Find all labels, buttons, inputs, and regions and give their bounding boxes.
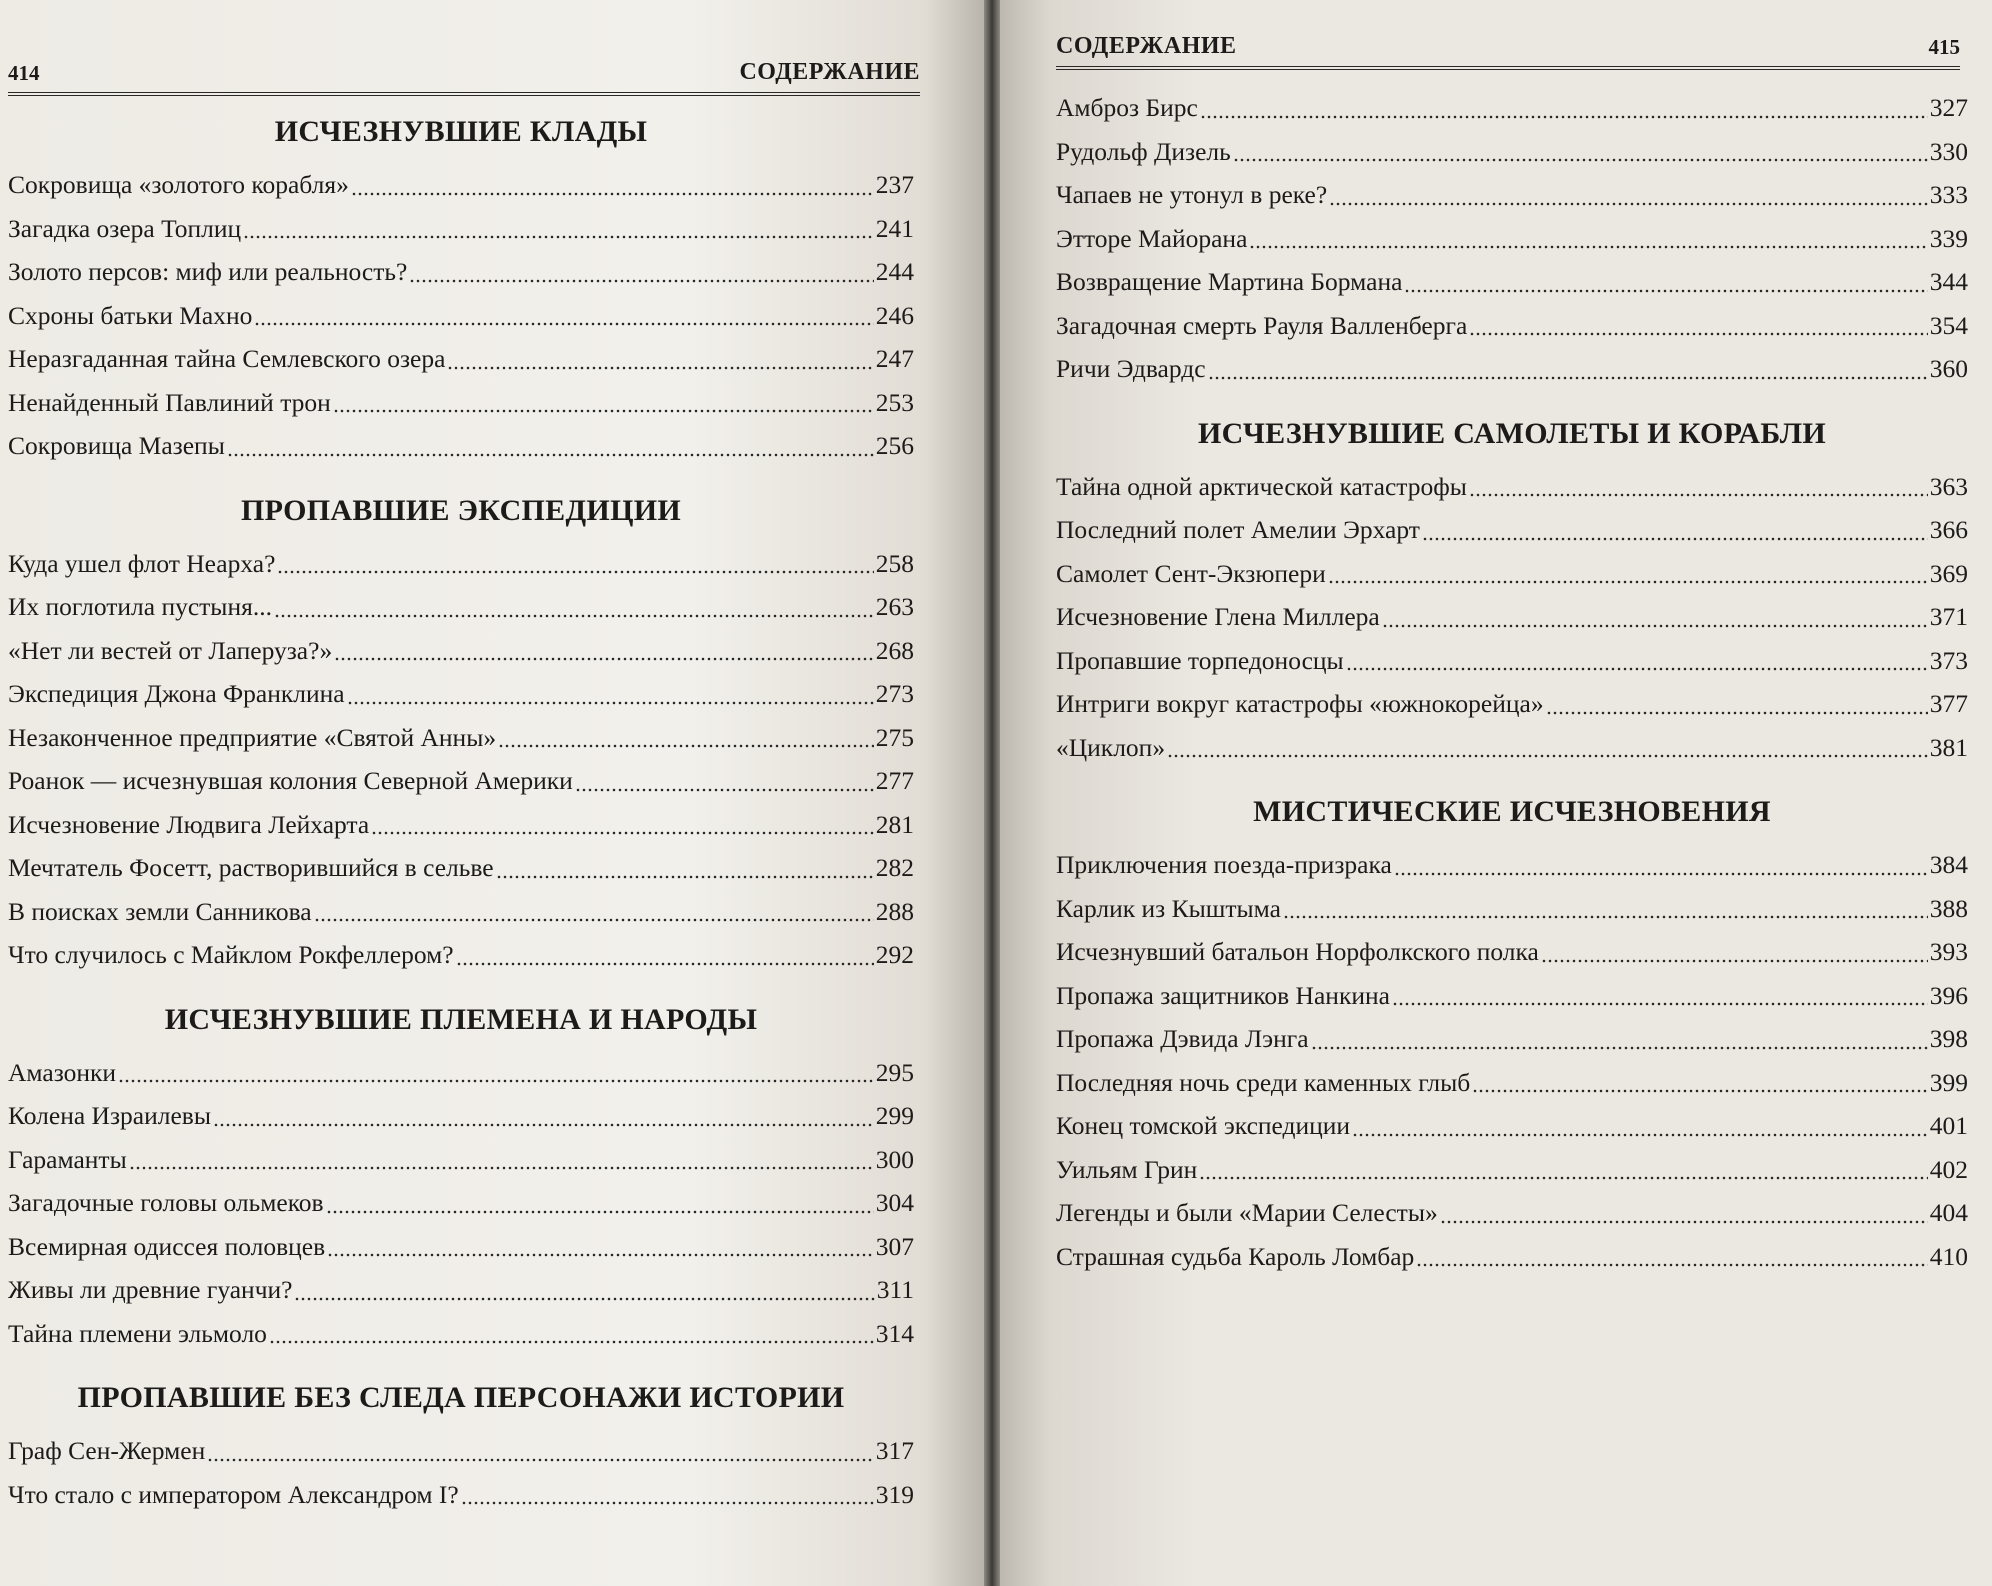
toc-entry [1056,508,1968,552]
toc-entry [1056,304,1968,348]
toc-entry [8,803,914,847]
toc-entry-title: Сокровища Мазепы [8,431,225,460]
toc-entry [8,1225,914,1269]
toc-entry-title: «Нет ли вестей от Лаперуза?» [8,635,333,665]
toc-entry [8,1094,914,1138]
toc-entry [1056,1235,1968,1279]
dot-leader [333,409,874,413]
toc-entry-page: 273 [875,679,914,708]
toc-entry-title: Что стало с императором Александром I? [8,1479,459,1509]
toc-entry [8,424,914,468]
toc-entry [1056,86,1968,130]
section-heading: ПРОПАВШИЕ ЭКСПЕДИЦИИ [241,493,681,527]
toc-entry-title: Роанок — исчезнувшая колония Северной Америки [8,766,573,795]
section-heading: МИСТИЧЕСКИЕ ИСЧЕЗНОВЕНИЯ [1253,795,1771,828]
right-page [1000,0,1992,1586]
toc-entry-page: 330 [1929,136,1968,166]
dot-leader [334,657,874,661]
dot-leader [1233,158,1928,162]
toc-entry-page: 256 [875,431,914,460]
toc-entry-title: Незаконченное предприятие «Святой Анны» [8,722,497,752]
dot-leader [269,1340,874,1344]
toc-entry-title: Самолет Сент-Экзюпери [1056,558,1326,588]
toc-entry [8,933,914,977]
toc-entry-page: 384 [1929,850,1968,879]
dot-leader [1249,245,1927,249]
toc-entry [1056,217,1968,261]
dot-leader [575,788,874,792]
toc-entry-page: 344 [1929,267,1968,296]
toc-entry-page: 388 [1929,893,1968,923]
dot-leader [1472,1089,1928,1093]
toc-entry-page: 319 [875,1479,914,1509]
toc-entry [1056,1017,1968,1061]
toc-entry [1056,465,1968,509]
dot-leader [129,1166,874,1170]
toc-entry-page: 282 [875,853,914,882]
toc-entry-page: 275 [875,722,914,752]
toc-entry [1056,1104,1968,1148]
toc-entry-page: 360 [1929,354,1968,383]
toc-entry-title: Их поглотила пустыня... [8,592,272,621]
toc-lead-entries [1056,86,1968,391]
toc-entry-title: Последняя ночь среди каменных глыб [1056,1067,1471,1097]
toc-entry [8,716,914,760]
toc-entry-page: 258 [875,548,914,578]
toc-entry [1056,347,1968,391]
dot-leader [1283,915,1928,919]
section-heading: ИСЧЕЗНУВШИЕ КЛАДЫ [274,115,648,148]
toc-entry [8,163,914,207]
dot-leader [498,744,874,748]
toc-entry [8,1473,914,1517]
toc-entry-page: 363 [1929,471,1968,501]
toc-section [1056,417,1968,770]
toc-entry-page: 354 [1929,310,1968,340]
toc-entry-page: 404 [1929,1198,1968,1227]
toc-section [8,494,914,977]
toc-entry-page: 268 [875,635,914,665]
toc-entry-title: Возвращение Мартина Бормана [1056,267,1403,296]
toc-entry [8,294,914,338]
toc-entry [1056,974,1968,1018]
toc-entry [8,672,914,716]
dot-leader [371,831,874,835]
dot-leader [1311,1046,1928,1050]
toc-entry-title: Загадка озера Топлиц [8,213,242,243]
dot-leader [351,192,874,196]
toc-entry-page: 366 [1929,515,1968,544]
dot-leader [1440,1220,1928,1224]
toc-entry [1056,930,1968,974]
dot-leader [1352,1133,1928,1137]
toc-entry [1056,639,1968,683]
toc-entry [8,1051,914,1095]
toc-entry [8,759,914,803]
toc-entry-title: Неразгаданная тайна Семлевского озера [8,344,446,373]
toc-entry-title: Страшная судьба Кароль Ломбар [1056,1241,1415,1271]
toc-entry-page: 396 [1929,980,1968,1010]
toc-entry-page: 377 [1929,689,1968,718]
dot-leader [1208,376,1928,380]
section-heading: ПРОПАВШИЕ БЕЗ СЛЕДА ПЕРСОНАЖИ ИСТОРИИ [77,1381,845,1414]
toc-entry-page: 246 [875,300,914,330]
toc-entry-title: Пропажа защитников Нанкина [1056,980,1390,1010]
toc-entry-page: 244 [875,257,914,286]
running-header-left [8,56,920,96]
page-number-left: 414 [8,61,40,85]
dot-leader [254,322,873,326]
dot-leader [1392,1002,1928,1006]
page-number-right: 415 [1928,35,1960,59]
dot-leader [118,1079,874,1083]
toc-entry-title: Ричи Эдвардс [1056,354,1206,383]
toc-entry-title: Загадочная смерть Рауля Валленберга [1056,310,1468,340]
toc-entry-title: Что случилось с Майклом Рокфеллером? [8,940,454,969]
toc-entry [1056,726,1968,770]
dot-leader [1167,754,1928,758]
toc-entry [1056,130,1968,174]
toc-entry [1056,260,1968,304]
toc-entry-page: 371 [1929,602,1968,631]
toc-entry-page: 317 [875,1436,914,1465]
toc-entry-page: 399 [1929,1067,1968,1097]
dot-leader [213,1123,874,1127]
toc-entry [8,381,914,425]
toc-entry-title: Уильям Грин [1056,1154,1198,1184]
dot-leader [1469,493,1928,497]
toc-section [8,1003,914,1356]
dot-leader [496,875,874,879]
toc-entry-title: Этторе Майорана [1056,223,1248,253]
toc-entry-title: Сокровища «золотого корабля» [8,170,349,199]
dot-leader [447,366,873,370]
toc-entry-page: 295 [875,1057,914,1087]
toc-entry-page: 398 [1929,1024,1968,1053]
toc-entry-page: 304 [875,1188,914,1217]
dot-leader [456,962,874,966]
dot-leader [1422,537,1928,541]
toc-entry-page: 327 [1929,93,1968,122]
toc-entry-page: 237 [875,170,914,199]
toc-entry [1056,843,1968,887]
toc-entry [8,629,914,673]
dot-leader [327,1253,874,1257]
dot-leader [274,614,874,618]
toc-entry-title: Граф Сен-Жермен [8,1436,206,1465]
dot-leader [1404,289,1927,293]
toc-entry-page: 253 [875,387,914,417]
toc-entry-title: Тайна племени эльмоло [8,1318,267,1348]
toc-entry-title: Золото персов: миф или реальность? [8,257,408,286]
toc-entry-title: Исчезновение Людвига Лейхарта [8,809,370,839]
toc-entry-title: Исчезновение Глена Миллера [1056,602,1380,631]
section-heading: ИСЧЕЗНУВШИЕ САМОЛЕТЫ И КОРАБЛИ [1197,416,1827,450]
toc-entry [8,890,914,934]
dot-leader [314,918,874,922]
dot-leader [1329,202,1928,206]
toc-left [8,105,914,1542]
toc-entry-page: 281 [875,809,914,839]
toc-entry [1056,173,1968,217]
toc-entry-title: Пропавшие торпедоносцы [1056,645,1344,675]
toc-entry-page: 373 [1929,645,1968,675]
toc-section [1056,795,1968,1278]
toc-entry [1056,552,1968,596]
toc-entry-page: 410 [1929,1241,1968,1271]
toc-entry-page: 393 [1929,937,1968,966]
toc-entry-page: 381 [1929,732,1968,762]
toc-entry-title: Ненайденный Павлиний трон [8,387,331,417]
toc-entry-title: Последний полет Амелии Эрхарт [1056,515,1420,544]
toc-entry-title: Тайна одной арктической катастрофы [1056,471,1467,501]
toc-entry-page: 311 [876,1275,914,1304]
dot-leader [1394,872,1928,876]
toc-right [1056,86,1968,1304]
dot-leader [1541,959,1928,963]
dot-leader [207,1458,874,1462]
left-page [0,0,984,1586]
toc-entry [8,337,914,381]
toc-entry-title: Экспедиция Джона Франклина [8,679,345,708]
toc-section [8,1381,914,1516]
toc-entry-title: «Циклоп» [1056,732,1166,762]
toc-entry-title: Конец томской экспедиции [1056,1111,1351,1140]
dot-leader [1416,1263,1927,1267]
toc-entry-title: Легенды и были «Марии Селесты» [1056,1198,1438,1227]
toc-entry [8,846,914,890]
toc-entry [1056,1148,1968,1192]
dot-leader [1328,580,1928,584]
dot-leader [227,453,874,457]
toc-entry-page: 277 [875,766,914,795]
toc-entry-page: 333 [1929,180,1968,209]
toc-entry-title: Рудольф Дизель [1056,136,1231,166]
toc-entry [1056,887,1968,931]
toc-entry-title: Карлик из Кыштыма [1056,893,1281,923]
toc-entry-page: 401 [1929,1111,1968,1140]
toc-entry-title: Исчезнувший батальон Норфолкского полка [1056,937,1539,966]
toc-entry [8,585,914,629]
toc-entry [8,542,914,586]
dot-leader [409,279,873,283]
toc-entry [1056,1191,1968,1235]
toc-entry [8,1312,914,1356]
running-header-right [1056,30,1960,70]
toc-entry [1056,682,1968,726]
toc-entry [8,1429,914,1473]
toc-entry [1056,595,1968,639]
toc-entry-page: 339 [1929,223,1968,253]
toc-entry-title: Куда ушел флот Неарха? [8,548,276,578]
toc-entry-title: Мечтатель Фосетт, растворившийся в сельве [8,853,494,882]
toc-entry [8,1268,914,1312]
dot-leader [1382,624,1928,628]
toc-entry-page: 241 [875,213,914,243]
dot-leader [277,570,873,574]
running-title-left: СОДЕРЖАНИЕ [739,59,920,85]
dot-leader [1200,115,1928,119]
dot-leader [1469,332,1927,336]
running-title-right: СОДЕРЖАНИЕ [1056,33,1237,59]
toc-entry-page: 300 [875,1144,914,1174]
toc-entry-title: Живы ли древние гуанчи? [8,1275,293,1304]
toc-entry-page: 402 [1929,1154,1968,1184]
toc-entry-title: Гараманты [8,1144,127,1174]
toc-entry [8,1138,914,1182]
toc-entry-page: 299 [875,1101,914,1130]
toc-entry-title: Амазонки [8,1057,117,1087]
toc-entry-title: Колена Израилевы [8,1101,211,1130]
toc-entry-page: 288 [875,896,914,926]
dot-leader [1199,1176,1928,1180]
book-gutter [984,0,1000,1586]
toc-entry-title: Пропажа Дэвида Лэнга [1056,1024,1309,1053]
toc-section [8,115,914,468]
toc-entry [8,207,914,251]
toc-entry-title: Приключения поезда-призрака [1056,850,1392,879]
section-heading: ИСЧЕЗНУВШИЕ ПЛЕМЕНА И НАРОДЫ [164,1002,758,1036]
toc-entry-title: Интриги вокруг катастрофы «южнокорейца» [1056,689,1544,718]
toc-entry-page: 369 [1929,558,1968,588]
dot-leader [1346,667,1928,671]
toc-entry-page: 314 [875,1318,914,1348]
dot-leader [294,1297,874,1301]
toc-entry [8,250,914,294]
toc-entry-title: Амброз Бирс [1056,93,1198,122]
toc-entry [1056,1061,1968,1105]
toc-entry-title: Всемирная одиссея половцев [8,1231,326,1261]
toc-entry [8,1181,914,1225]
toc-entry-page: 247 [875,344,914,373]
toc-entry-page: 292 [875,940,914,969]
dot-leader [326,1210,874,1214]
dot-leader [347,701,874,705]
dot-leader [243,235,874,239]
dot-leader [461,1501,874,1505]
toc-entry-title: Схроны батьки Махно [8,300,253,330]
toc-entry-title: Чапаев не утонул в реке? [1056,180,1328,209]
toc-entry-page: 263 [875,592,914,621]
toc-entry-title: В поисках земли Санникова [8,896,312,926]
toc-entry-title: Загадочные головы ольмеков [8,1188,324,1217]
toc-entry-page: 307 [875,1231,914,1261]
dot-leader [1546,711,1928,715]
